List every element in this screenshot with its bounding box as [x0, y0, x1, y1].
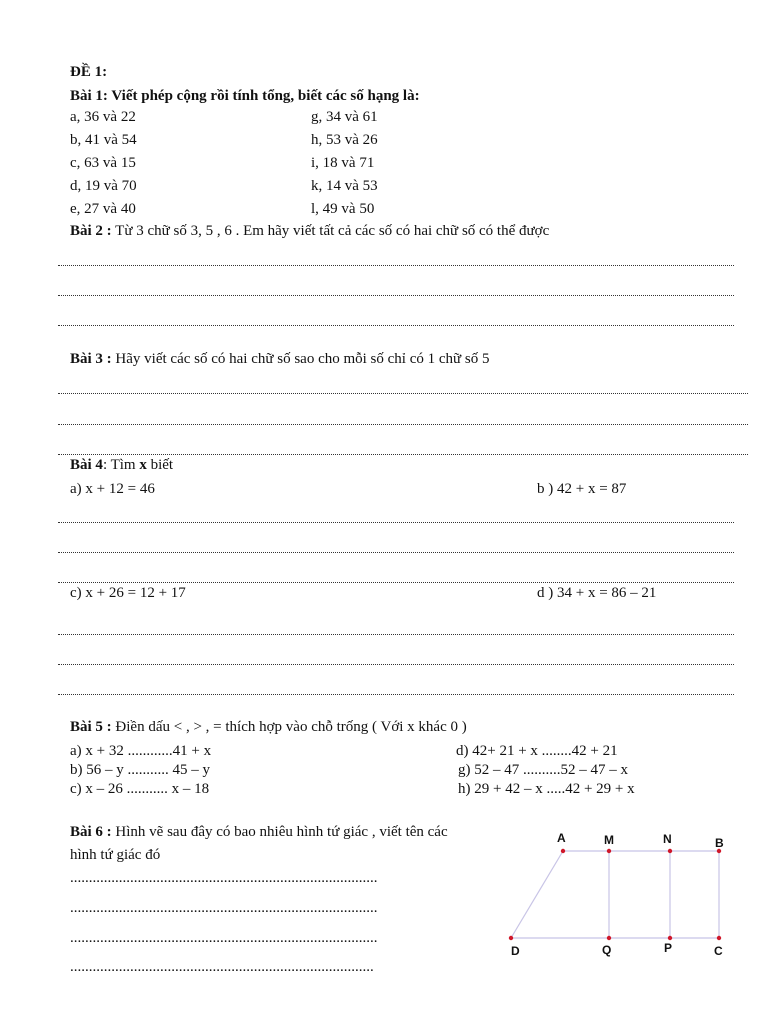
bai4-item-c: c) x + 26 = 12 + 17 [70, 585, 186, 601]
bai1-item-l: l, 49 và 50 [311, 201, 375, 217]
point-n [668, 849, 672, 853]
bai3-text: Hãy viết các số có hai chữ số sao cho mỗi số chỉ có 1 chữ số 5 [111, 351, 490, 367]
bai1-item-i: i, 18 và 71 [311, 155, 375, 171]
bai4-item-d: d ) 34 + x = 86 – 21 [537, 585, 657, 601]
bai5-item-b: b) 56 – y ........... 45 – y [70, 762, 210, 778]
bai6-answer-line: ................................................................................. [70, 959, 374, 975]
bai4-item-b: b ) 42 + x = 87 [537, 481, 627, 497]
bai1-item-e: e, 27 và 40 [70, 201, 136, 217]
bai1-item-b: b, 41 và 54 [70, 132, 137, 148]
figure-points [509, 849, 721, 940]
bai6-text1: Hình vẽ sau đây có bao nhiêu hình tứ giác , viết tên các [111, 824, 448, 840]
bai4-label: Bài 4 [70, 457, 103, 473]
label-q: Q [602, 943, 612, 957]
point-c [717, 936, 721, 940]
bai1-heading: Bài 1: Viết phép cộng rồi tính tổng, biết các số hạng là: [70, 88, 420, 104]
bai4-item-a: a) x + 12 = 46 [70, 481, 155, 497]
bai1-item-k: k, 14 và 53 [311, 178, 378, 194]
bai3-label: Bài 3 : [70, 351, 112, 367]
bai5-text: Điền dấu < , > , = thích hợp vào chỗ trống ( Với x khác 0 ) [111, 719, 467, 735]
point-d [509, 936, 513, 940]
bai1-item-g: g, 34 và 61 [311, 109, 378, 125]
bai2-text: Từ 3 chữ số 3, 5 , 6 . Em hãy viết tất cả các số có hai chữ số có thể được [111, 223, 550, 239]
bai2-label: Bài 2 : [70, 223, 112, 239]
bai6-answer-line: .................................................................................. [70, 900, 378, 916]
bai5-item-h: h) 29 + 42 – x .....42 + 29 + x [458, 781, 635, 797]
bai6-text2: hình tứ giác đó [70, 847, 161, 863]
bai1-item-c: c, 63 và 15 [70, 155, 136, 171]
bai6-answer-line: .................................................................................. [70, 870, 378, 886]
bai5-item-g: g) 52 – 47 ..........52 – 47 – x [458, 762, 628, 778]
bai6-label: Bài 6 : [70, 824, 112, 840]
bai4-text2: biết [146, 457, 174, 473]
bai1-item-d: d, 19 và 70 [70, 178, 137, 194]
page-title: ĐỀ 1: [70, 64, 108, 80]
label-d: D [511, 944, 520, 958]
figure-lines [511, 851, 719, 938]
bai6-answer-line: .................................................................................. [70, 930, 378, 946]
point-a [561, 849, 565, 853]
label-p: P [664, 941, 673, 955]
label-m: M [604, 833, 614, 847]
bai4-x: x [139, 457, 147, 473]
point-q [607, 936, 611, 940]
segment-ad [511, 851, 563, 938]
point-m [607, 849, 611, 853]
bai4-text1: : Tìm [102, 457, 140, 473]
bai1-item-h: h, 53 và 26 [311, 132, 378, 148]
point-p [668, 936, 672, 940]
bai5-item-c: c) x – 26 ........... x – 18 [70, 781, 210, 797]
label-n: N [663, 832, 672, 846]
label-c: C [714, 944, 723, 958]
label-b: B [715, 836, 724, 850]
label-a: A [557, 831, 566, 845]
bai5-label: Bài 5 : [70, 719, 112, 735]
bai5-item-a: a) x + 32 ............41 + x [70, 743, 212, 759]
bai5-item-d: d) 42+ 21 + x ........42 + 21 [456, 743, 618, 759]
bai1-item-a: a, 36 và 22 [70, 109, 136, 125]
